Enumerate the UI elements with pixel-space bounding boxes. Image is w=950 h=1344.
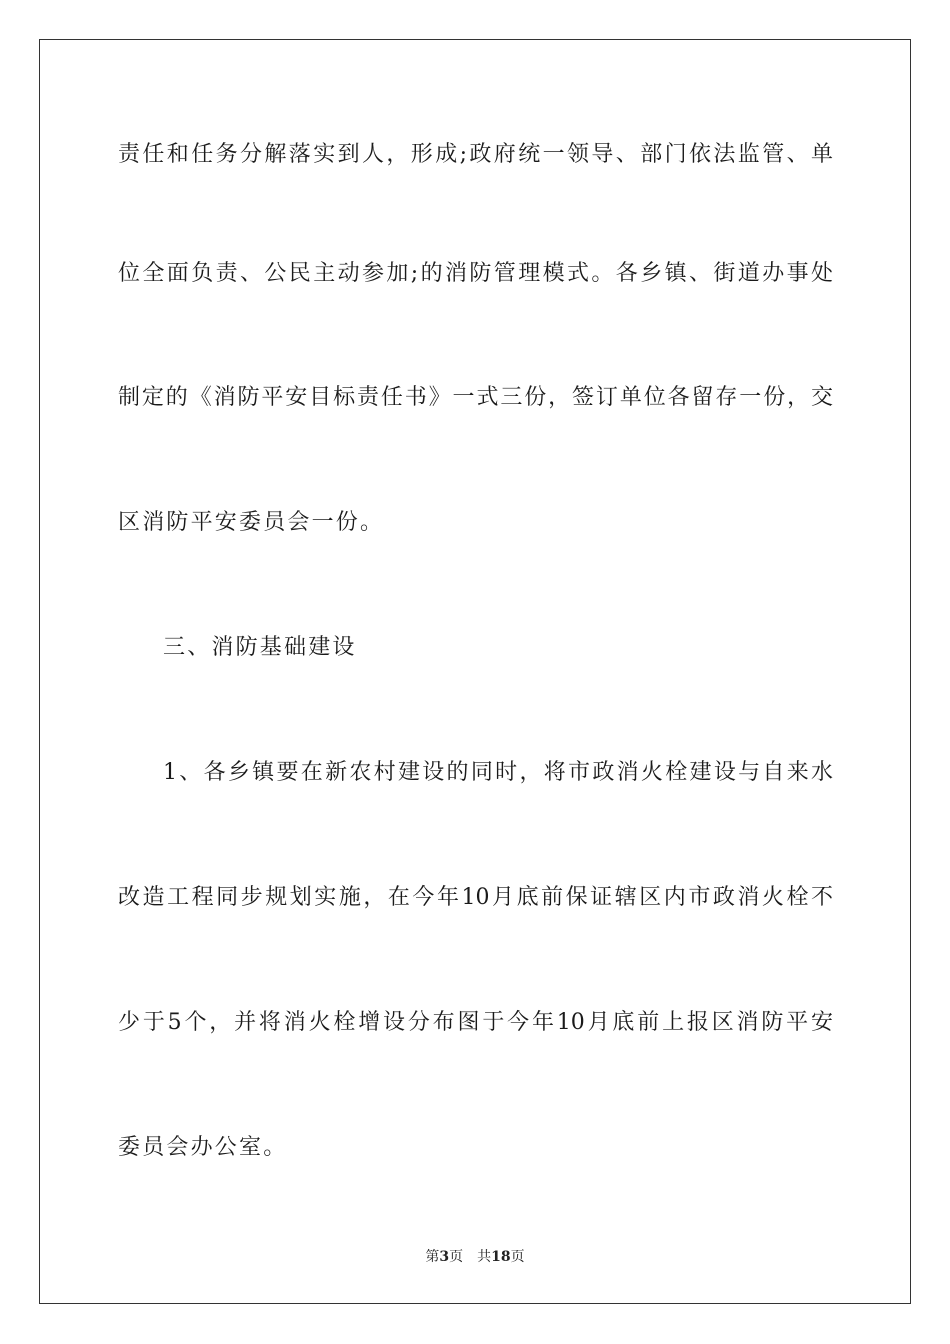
page-prefix: 第 [425, 1249, 440, 1265]
paragraph-line-7: 改造工程同步规划实施，在今年10月底前保证辖区内市政消火栓不 [118, 885, 833, 910]
paragraph-line-9: 委员会办公室。 [118, 1135, 288, 1160]
total-prefix: 共 [477, 1249, 492, 1265]
paragraph-line-1: 责任和任务分解落实到人，形成;政府统一领导、部门依法监管、单 [118, 142, 833, 167]
page-footer [0, 1247, 950, 1267]
total-pages: 18 [491, 1249, 511, 1265]
paragraph-line-2: 位全面负责、公民主动参加;的消防管理模式。各乡镇、街道办事处 [118, 261, 833, 286]
page-number: 3 [439, 1249, 450, 1265]
paragraph-line-8: 少于5个，并将消火栓增设分布图于今年10月底前上报区消防平安 [118, 1010, 833, 1035]
total-suffix: 页 [510, 1249, 525, 1265]
paragraph-line-3: 制定的《消防平安目标责任书》一式三份，签订单位各留存一份，交 [118, 385, 833, 410]
page-suffix: 页 [449, 1249, 464, 1265]
section-heading: 三、消防基础建设 [163, 635, 357, 660]
page-border [39, 39, 911, 1304]
paragraph-line-4: 区消防平安委员会一份。 [118, 510, 385, 535]
paragraph-line-6: 1、各乡镇要在新农村建设的同时，将市政消火栓建设与自来水 [163, 760, 833, 785]
